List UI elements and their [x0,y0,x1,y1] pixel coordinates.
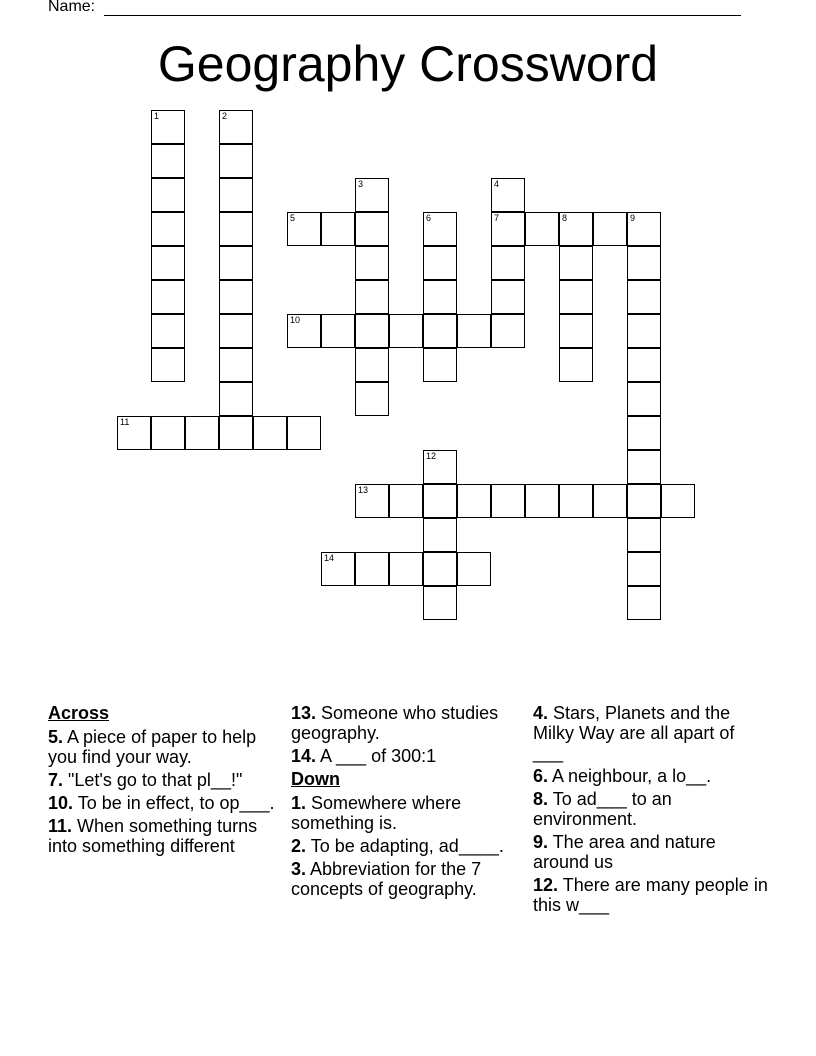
clue-item [48,770,280,790]
crossword-cell[interactable] [457,484,491,518]
crossword-cell[interactable] [219,280,253,314]
crossword-cell[interactable] [457,552,491,586]
clues-column-3 [533,703,769,918]
clue-item [533,766,769,786]
crossword-cell[interactable] [593,212,627,246]
crossword-cell[interactable] [627,314,661,348]
crossword-cell[interactable] [151,246,185,280]
clue-item [48,816,280,856]
clue-text: A neighbour, a lo__. [548,766,712,786]
crossword-cell[interactable] [355,178,389,212]
crossword-cell[interactable] [627,382,661,416]
crossword-cell[interactable] [627,586,661,620]
clue-item [291,793,527,833]
clue-item [48,793,280,813]
crossword-cell[interactable] [559,484,593,518]
clue-number: 7. [48,770,64,790]
crossword-cell[interactable] [219,178,253,212]
crossword-cell[interactable] [355,314,389,348]
cell-number: 3 [358,179,364,189]
crossword-cell[interactable] [491,280,525,314]
clue-number: 12. [533,875,559,895]
crossword-cell[interactable] [423,484,457,518]
crossword-cell[interactable] [151,144,185,178]
cell-number: 13 [358,485,369,495]
cell-number: 14 [324,553,335,563]
crossword-cell[interactable] [355,552,389,586]
crossword-cell[interactable] [627,212,661,246]
clue-text: Someone who studies geography. [291,703,499,743]
clue-item [48,727,280,767]
crossword-cell[interactable] [151,314,185,348]
clue-text: When something turns into something different [48,816,258,856]
clue-text: The area and nature around us [533,832,716,872]
clue-item [533,789,769,829]
clue-text: Somewhere where something is. [291,793,462,833]
crossword-cell[interactable] [423,280,457,314]
name-label: Name: [48,0,96,15]
crossword-cell[interactable] [627,552,661,586]
crossword-cell[interactable] [287,314,321,348]
crossword-cell[interactable] [151,416,185,450]
cell-number: 6 [426,213,432,223]
crossword-cell[interactable] [627,450,661,484]
crossword-cell[interactable] [491,178,525,212]
crossword-cell[interactable] [559,280,593,314]
clue-text: Stars, Planets and the Milky Way are all apart of ___ [533,703,735,763]
page-title: Geography Crossword [157,36,659,92]
crossword-cell[interactable] [151,348,185,382]
crossword-cell[interactable] [423,586,457,620]
across-heading: Across [48,703,110,723]
down-clue-list [291,793,527,899]
clue-number: 2. [291,836,307,856]
cell-number: 2 [222,111,228,121]
crossword-cell[interactable] [423,314,457,348]
crossword-cell[interactable] [321,212,355,246]
crossword-cell[interactable] [355,280,389,314]
clue-item [291,836,527,856]
crossword-cell[interactable] [525,212,559,246]
crossword-cell[interactable] [559,348,593,382]
crossword-cell[interactable] [219,246,253,280]
crossword-cell[interactable] [151,110,185,144]
clue-number: 11. [48,816,73,836]
cell-number: 9 [630,213,636,223]
crossword-cell[interactable] [389,314,423,348]
cell-number: 7 [494,213,500,223]
crossword-cell[interactable] [219,144,253,178]
crossword-cell[interactable] [355,212,389,246]
clue-item [533,875,769,915]
crossword-cell[interactable] [627,416,661,450]
clue-text: To be adapting, ad____. [306,836,504,856]
clue-item [533,832,769,872]
crossword-cell[interactable] [525,484,559,518]
crossword-cell[interactable] [219,382,253,416]
clue-text: There are many people in this w___ [533,875,768,915]
crossword-cell[interactable] [287,212,321,246]
clue-item [291,746,527,766]
crossword-cell[interactable] [627,348,661,382]
cell-number: 5 [290,213,296,223]
down-clue-list-continued [533,703,769,915]
clue-number: 10. [48,793,74,813]
crossword-cell[interactable] [219,314,253,348]
clue-number: 9. [533,832,549,852]
crossword-cell[interactable] [423,348,457,382]
crossword-cell[interactable] [559,314,593,348]
crossword-cell[interactable] [355,246,389,280]
clue-number: 3. [291,859,307,879]
crossword-cell[interactable] [253,416,287,450]
crossword-cell[interactable] [491,314,525,348]
crossword-cell[interactable] [389,484,423,518]
crossword-cell[interactable] [627,484,661,518]
clue-number: 8. [533,789,549,809]
crossword-cell[interactable] [423,212,457,246]
crossword-cell[interactable] [491,212,525,246]
crossword-cell[interactable] [219,416,253,450]
crossword-cell[interactable] [423,450,457,484]
crossword-cell[interactable] [457,314,491,348]
crossword-cell[interactable] [423,552,457,586]
clue-item [533,703,769,763]
crossword-cell[interactable] [593,484,627,518]
crossword-cell[interactable] [627,246,661,280]
crossword-cell[interactable] [559,212,593,246]
crossword-cell[interactable] [185,416,219,450]
crossword-cell[interactable] [423,518,457,552]
crossword-cell[interactable] [559,246,593,280]
crossword-cell[interactable] [355,382,389,416]
cell-number: 8 [562,213,568,223]
clue-number: 4. [533,703,549,723]
crossword-cell[interactable] [151,280,185,314]
clue-number: 6. [533,766,549,786]
down-heading: Down [291,769,340,789]
crossword-cell[interactable] [151,178,185,212]
cell-number: 12 [426,451,437,461]
across-clue-list [48,727,280,856]
crossword-cell[interactable] [389,552,423,586]
clue-number: 13. [291,703,317,723]
crossword-cell[interactable] [219,348,253,382]
crossword-cell[interactable] [661,484,695,518]
clue-number: 5. [48,727,64,747]
clue-text: "Let's go to that pl__!" [63,770,243,790]
clue-text: Abbreviation for the 7 concepts of geography. [291,859,482,899]
clues-column-1 [48,703,280,859]
clues-column-2 [291,703,527,902]
clue-text: A piece of paper to help you find your way. [48,727,257,767]
crossword-cell[interactable] [491,484,525,518]
crossword-cell[interactable] [627,280,661,314]
crossword-cell[interactable] [117,416,151,450]
clue-text: A ___ of 300:1 [316,746,437,766]
crossword-cell[interactable] [219,212,253,246]
clue-text: To be in effect, to op___. [73,793,275,813]
clue-number: 14. [291,746,317,766]
crossword-cell[interactable] [219,110,253,144]
clue-text: To ad___ to an environment. [533,789,672,829]
clue-number: 1. [291,793,307,813]
cell-number: 11 [120,417,130,427]
cell-number: 10 [290,315,301,325]
crossword-cell[interactable] [491,246,525,280]
clue-item [291,859,527,899]
crossword-cell[interactable] [355,484,389,518]
crossword-cell[interactable] [151,212,185,246]
crossword-cell[interactable] [321,314,355,348]
crossword-cell[interactable] [355,348,389,382]
crossword-cell[interactable] [627,518,661,552]
crossword-cell[interactable] [321,552,355,586]
crossword-cell[interactable] [287,416,321,450]
cell-number: 4 [494,179,500,189]
crossword-cell[interactable] [423,246,457,280]
cell-number: 1 [154,111,160,121]
across-clue-list-continued [291,703,527,766]
clue-item [291,703,527,743]
